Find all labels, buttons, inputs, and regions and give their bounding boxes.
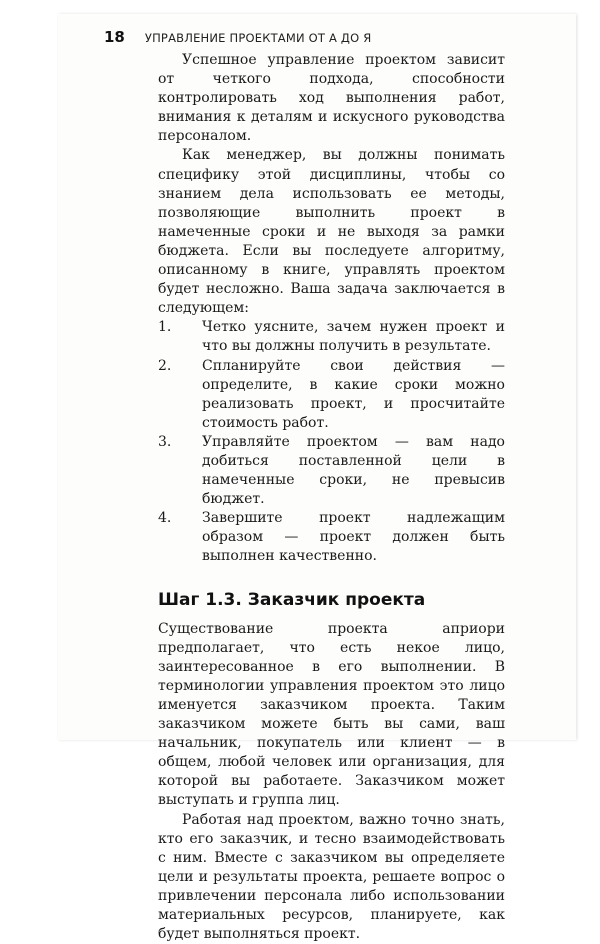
intro-paragraph-2: Как менеджер, вы должны понимать специфику этой дисциплины, чтобы со знанием дела использовать ее методы, позволяющие выполнить проект в намеченные сроки и не выходя за рамки бюджета. Если вы последуете алгоритму, описанному в книге, управлять проектом будет несложно. Ваша задача заключается в следующем: bbox=[158, 147, 505, 317]
list-item-number: 2. bbox=[158, 357, 172, 374]
section-customer bbox=[158, 591, 505, 944]
section-heading: Шаг 1.3. Заказчик проекта bbox=[158, 589, 426, 610]
list-item-text: Четко уясните, зачем нужен проект и что вы должны получить в результате. bbox=[202, 319, 505, 355]
intro-paragraph-1: Успешное управление проектом зависит от четкого подхода, способности контролировать ход выполнения работ, внимания к деталям и искусного руководства персоналом. bbox=[158, 52, 505, 145]
list-item bbox=[158, 433, 505, 509]
list-item bbox=[158, 357, 505, 433]
steps-list bbox=[158, 318, 505, 566]
page-content bbox=[158, 51, 505, 944]
list-item-text: Завершите проект надлежащим образом — проект должен быть выполнен качественно. bbox=[202, 510, 505, 565]
section-paragraph-1: Существование проекта априори предполагает, что есть некое лицо, заинтересованное в его выполнении. В терминологии управления проектом это лицо именуется заказчиком проекта. Таким заказчиком можете быть вы сами, ваш начальник, покупатель или клиент — в общем, любой человек или организация, для которой вы работаете. Заказчиком может выступать и группа лиц. bbox=[158, 620, 505, 809]
page-header bbox=[104, 28, 371, 46]
list-item-number: 1. bbox=[158, 319, 172, 336]
list-item bbox=[158, 509, 505, 566]
list-item-text: Спланируйте свои действия — определите, в какие сроки можно реализовать проект, и просчитайте стоимость работ. bbox=[202, 357, 505, 431]
list-item-number: 4. bbox=[158, 510, 172, 527]
running-title: УПРАВЛЕНИЕ ПРОЕКТАМИ ОТ А ДО Я bbox=[144, 31, 372, 45]
list-item-number: 3. bbox=[158, 433, 172, 450]
page-number: 18 bbox=[104, 28, 125, 46]
list-item-text: Управляйте проектом — вам надо добиться поставленной цели в намеченные сроки, не превысив бюджет. bbox=[202, 433, 505, 508]
list-item bbox=[158, 318, 505, 356]
section-paragraph-2: Работая над проектом, важно точно знать, кто его заказчик, и тесно взаимодействовать с ним. Вместе с заказчиком вы определяете цели и результаты проекта, решаете вопрос о привлечении персонала либо использовании материальных ресурсов, планируете, как будет выполняться проект. bbox=[158, 811, 505, 943]
